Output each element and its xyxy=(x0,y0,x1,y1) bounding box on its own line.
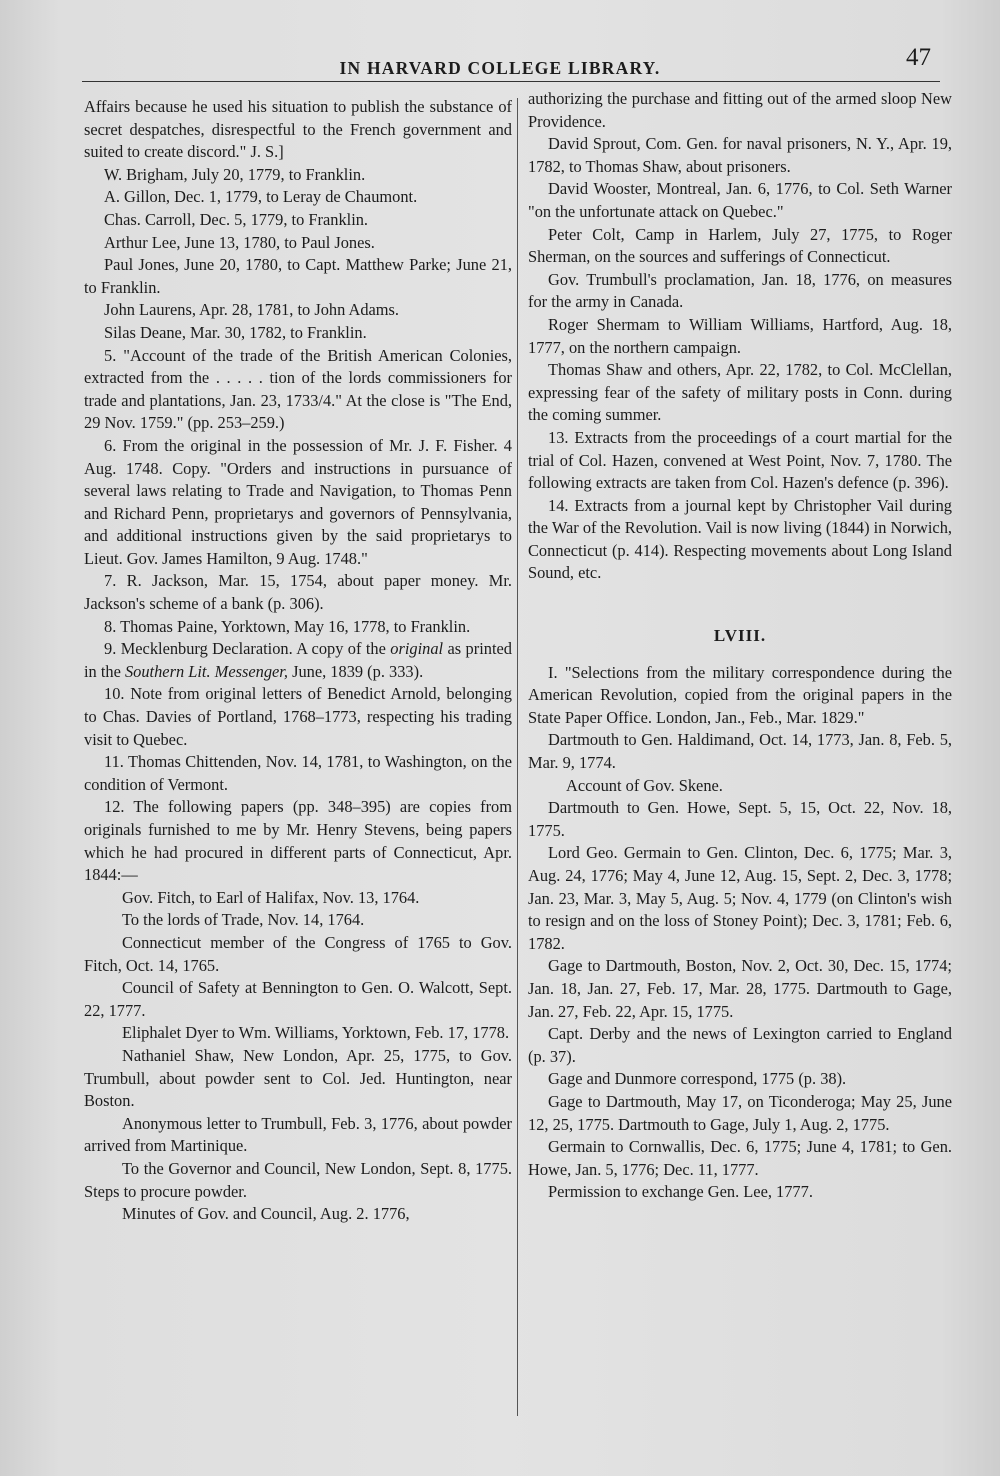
paragraph: Gage to Dartmouth, Boston, Nov. 2, Oct. 30, Dec. 15, 1774; Jan. 18, Jan. 27, Feb. 17, Mar. 28, 1775. Dartmouth to Gage, Jan. 27, Feb. 22, Apr. 15, 1775. xyxy=(528,956,952,1021)
paragraph: David Sprout, Com. Gen. for naval prisoners, N. Y., Apr. 19, 1782, to Thomas Shaw, about prisoners. xyxy=(528,134,952,176)
page-number: 47 xyxy=(906,44,931,71)
text-run: 9. Mecklenburg Declaration. A copy of the xyxy=(104,639,391,659)
paragraph: Gov. Fitch, to Earl of Halifax, Nov. 13, 1764. xyxy=(122,887,420,907)
paragraph: Anonymous letter to Trumbull, Feb. 3, 1776, about powder arrived from Martinique. xyxy=(84,1113,512,1156)
paragraph: Germain to Cornwallis, Dec. 6, 1775; June 4, 1781; to Gen. Howe, Jan. 5, 1776; Dec. 11, 1777. xyxy=(528,1137,952,1179)
paragraph: 13. Extracts from the proceedings of a court martial for the trial of Col. Hazen, convened at West Point, Nov. 7, 1780. The following extracts are taken from Col. Hazen's defence (p. 396). xyxy=(528,427,952,493)
text-run: June, 1839 (p. 333). xyxy=(287,661,424,681)
paragraph: authorizing the purchase and fitting out of the armed sloop New Providence. xyxy=(528,89,952,131)
paragraph: Silas Deane, Mar. 30, 1782, to Franklin. xyxy=(104,322,367,342)
paragraph: 7. R. Jackson, Mar. 15, 1754, about paper money. Mr. Jackson's scheme of a bank (p. 306). xyxy=(84,571,512,614)
paragraph: Eliphalet Dyer to Wm. Williams, Yorktown, Feb. 17, 1778. xyxy=(122,1023,510,1043)
paragraph: 12. The following papers (pp. 348–395) are copies from originals furnished to me by Mr. Henry Stevens, being papers which he had procured in different parts of Connecticut, Apr. 1844:— xyxy=(84,797,512,885)
paragraph: Peter Colt, Camp in Harlem, July 27, 1775, to Roger Sherman, on the sources and sufferings of Connecticut. xyxy=(528,224,952,267)
paragraph: 5. "Account of the trade of the British American Colonies, extracted from the . . . . . tion of the lords commissioners for trade and plantations, Jan. 23, 1733/4." At the close is "The End, 29 Nov. 1759." (pp. 253–259.) xyxy=(84,345,512,433)
paragraph: Connecticut member of the Congress of 1765 to Gov. Fitch, Oct. 14, 1765. xyxy=(84,932,512,975)
paragraph: David Wooster, Montreal, Jan. 6, 1776, to Col. Seth Warner "on the unfortunate attack on Quebec." xyxy=(528,179,952,221)
paragraph: Lord Geo. Germain to Gen. Clinton, Dec. 6, 1775; Mar. 3, Aug. 24, 1776; May 4, June 12, Aug. 15, Sept. 2, Dec. 3, 1778; Jan. 23, Mar. 3, May 5, Aug. 5; Nov. 4, 1779 (on Clinton's wish to resign and on the loss of Stoney Point); Dec. 3, 1781; Feb. 6, 1782. xyxy=(528,843,952,953)
column-divider xyxy=(517,98,518,1416)
paragraph: 11. Thomas Chittenden, Nov. 14, 1781, to Washington, on the condition of Vermont. xyxy=(84,752,512,794)
paragraph: Thomas Shaw and others, Apr. 22, 1782, to Col. McClellan, expressing fear of the safety of military posts in Conn. during the coming summer. xyxy=(528,360,952,425)
paragraph xyxy=(84,638,512,683)
paragraph: 8. Thomas Paine, Yorktown, May 16, 1778, to Franklin. xyxy=(104,616,471,636)
header-rule xyxy=(82,81,940,82)
paragraph: Account of Gov. Skene. xyxy=(566,775,723,795)
italic-text: Southern Lit. Messenger, xyxy=(124,661,288,681)
section-heading: LVIII. xyxy=(713,626,767,646)
paragraph: 14. Extracts from a journal kept by Christopher Vail during the War of the Revolution. Vail is now living (1844) in Norwich, Connecticut (p. 414). Respecting movements about Long Island Sound, etc. xyxy=(528,495,952,583)
paragraph: I. "Selections from the military correspondence during the American Revolution, copied from the original papers in the State Paper Office. London, Jan., Feb., Mar. 1829." xyxy=(528,662,952,727)
right-column xyxy=(528,88,952,1204)
paragraph: Council of Safety at Bennington to Gen. O. Walcott, Sept. 22, 1777. xyxy=(84,978,512,1020)
paragraph: A. Gillon, Dec. 1, 1779, to Leray de Chaumont. xyxy=(104,187,418,207)
italic-text: original xyxy=(390,639,444,659)
paragraph: To the Governor and Council, New London, Sept. 8, 1775. Steps to procure powder. xyxy=(84,1158,512,1201)
paragraph: Dartmouth to Gen. Haldimand, Oct. 14, 1773, Jan. 8, Feb. 5, Mar. 9, 1774. xyxy=(528,730,952,773)
paragraph: 6. From the original in the possession of Mr. J. F. Fisher. 4 Aug. 1748. Copy. "Orders and instructions in pursuance of several laws relating to Trade and Navigation, to Thomas Penn and Richard Penn, proprietarys and governors of Pennsylvania, and additional instructions given by the said proprietarys to Lieut. Gov. James Hamilton, 9 Aug. 1748." xyxy=(84,435,512,568)
paragraph: Paul Jones, June 20, 1780, to Capt. Matthew Parke; June 21, to Franklin. xyxy=(84,255,512,297)
paragraph: Gage to Dartmouth, May 17, on Ticonderoga; May 25, June 12, 25, 1775. Dartmouth to Gage, July 1, Aug. 2, 1775. xyxy=(528,1091,952,1134)
paragraph: Gov. Trumbull's proclamation, Jan. 18, 1776, on measures for the army in Canada. xyxy=(528,269,952,312)
text-run: as printed in the xyxy=(84,639,512,681)
paragraph: 10. Note from original letters of Benedict Arnold, belonging to Chas. Davies of Portland, 1768–1773, respecting his trading visit to Quebec. xyxy=(84,684,512,749)
paragraph: Permission to exchange Gen. Lee, 1777. xyxy=(548,1182,813,1202)
paragraph: Arthur Lee, June 13, 1780, to Paul Jones. xyxy=(104,232,375,252)
paragraph: Dartmouth to Gen. Howe, Sept. 5, 15, Oct. 22, Nov. 18, 1775. xyxy=(528,798,952,840)
paragraph: W. Brigham, July 20, 1779, to Franklin. xyxy=(104,164,366,184)
paragraph: Affairs because he used his situation to publish the substance of secret despatches, disrespectful to the French government and suited to create discord." J. S.] xyxy=(84,97,512,162)
paragraph: Chas. Carroll, Dec. 5, 1779, to Franklin. xyxy=(104,209,369,229)
left-column xyxy=(84,96,512,1226)
paragraph: Roger Shermam to William Williams, Hartford, Aug. 18, 1777, on the northern campaign. xyxy=(528,314,952,357)
paragraph: Capt. Derby and the news of Lexington carried to England (p. 37). xyxy=(528,1024,952,1066)
paragraph: Nathaniel Shaw, New London, Apr. 25, 1775, to Gov. Trumbull, about powder sent to Col. Jed. Huntington, near Boston. xyxy=(84,1045,512,1111)
paragraph: Minutes of Gov. and Council, Aug. 2. 1776, xyxy=(122,1204,410,1224)
paragraph: John Laurens, Apr. 28, 1781, to John Adams. xyxy=(104,300,400,320)
running-header: IN HARVARD COLLEGE LIBRARY. xyxy=(339,58,661,78)
paragraph: To the lords of Trade, Nov. 14, 1764. xyxy=(122,910,365,930)
paragraph: Gage and Dunmore correspond, 1775 (p. 38). xyxy=(548,1069,847,1089)
